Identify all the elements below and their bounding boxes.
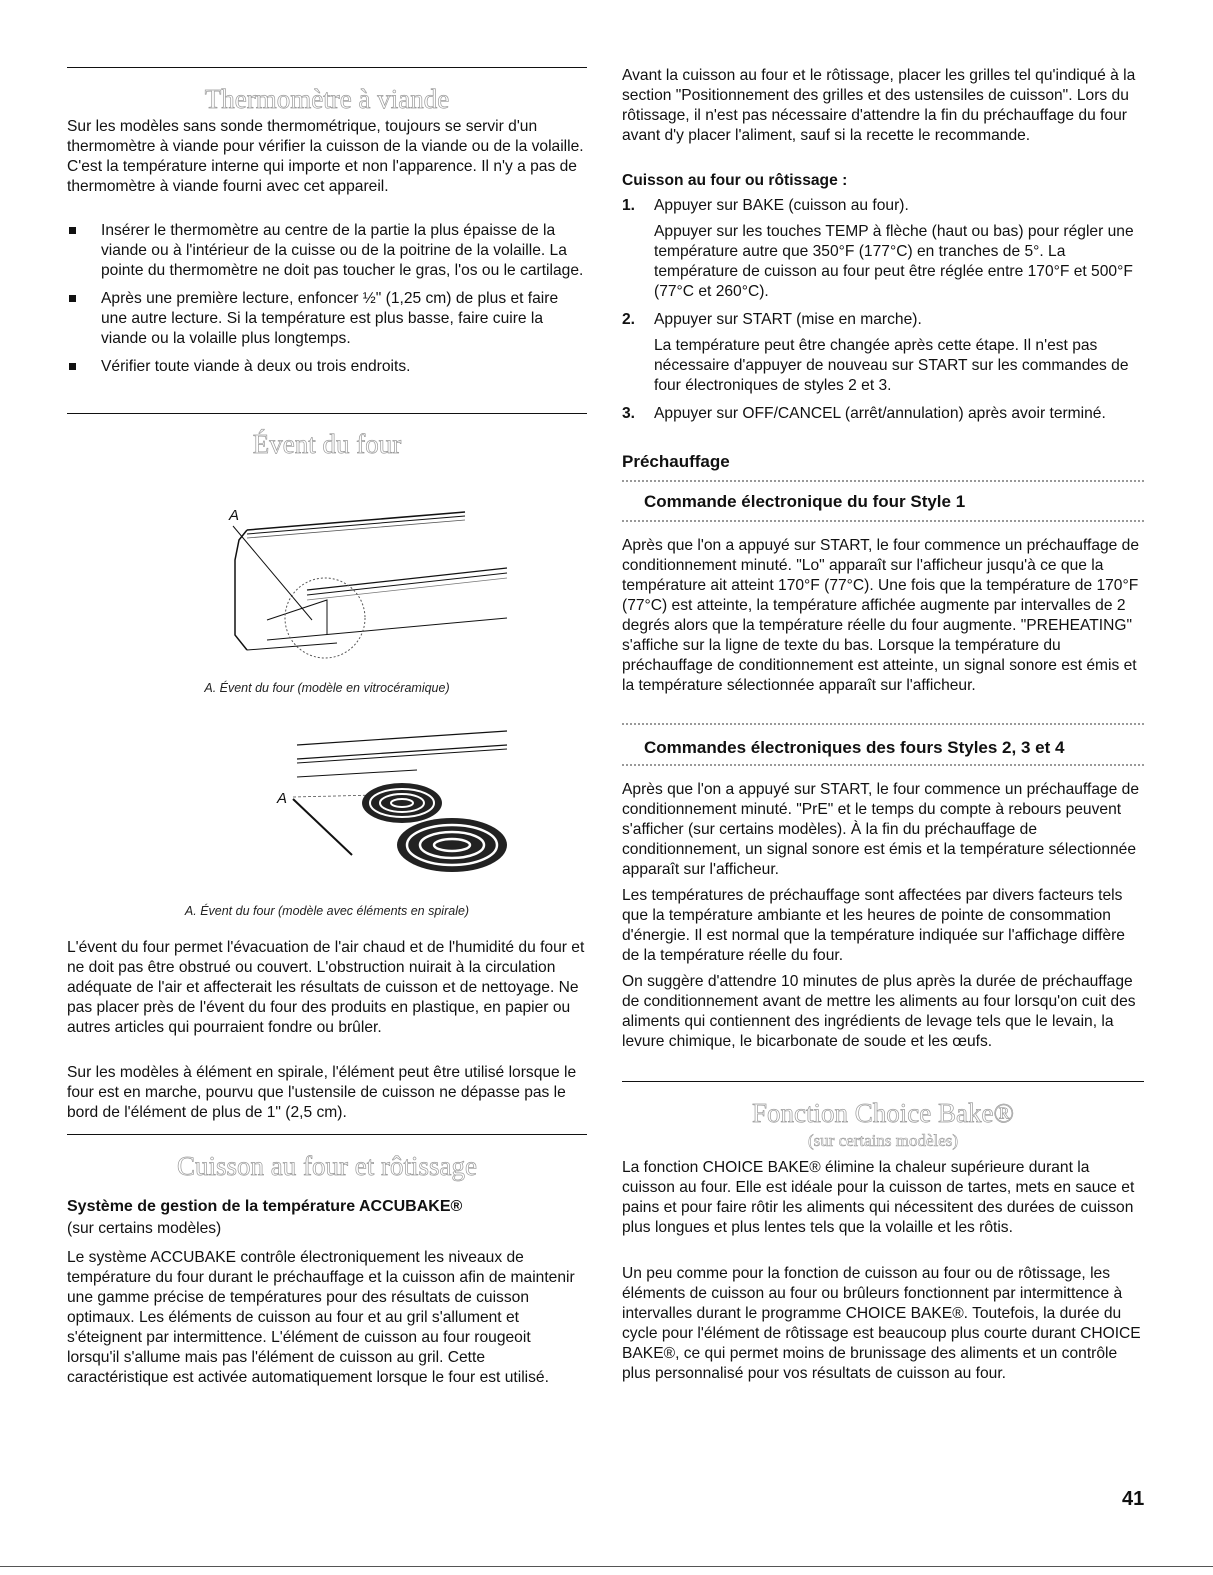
figure-label-a: A xyxy=(277,790,288,807)
prechauffage-heading: Préchauffage xyxy=(622,452,730,471)
list-item: Vérifier toute viande à deux ou trois endroits. xyxy=(67,357,587,377)
section-rule xyxy=(67,413,587,414)
section-title-choice-bake: Fonction Choice Bake® xyxy=(752,1098,1014,1128)
footer-rule xyxy=(0,1566,1213,1567)
step-detail: La température peut être changée après cette étape. Il n'est pas nécessaire d'appuyer de nouveau sur START sur les commandes de four électroniques de styles 2 et 3. xyxy=(654,337,1129,394)
steps-heading: Cuisson au four ou rôtissage : xyxy=(622,172,848,189)
event-para-1: L'évent du four permet l'évacuation de l'air chaud et de l'humidité du four et ne doit pas être obstrué ou couvert. L'obstruction nuirait à la circulation adéquate de l'air et affecterait les résultats de cuisson et de nettoyage. Ne pas placer près de l'évent du four des produits en plastique, en papier ou autres articles qui pourraient fondre ou brûler. xyxy=(67,939,585,1036)
step-number: 2. xyxy=(622,311,636,328)
figure-caption-2: A. Évent du four (modèle avec éléments en spirale) xyxy=(184,904,470,918)
list-item xyxy=(622,310,1144,396)
style234-para-2: Les températures de préchauffage sont affectées par divers facteurs tels que la température ambiante et les heures de pointe de consommation d'énergie. Il est normal que la température indiquée sur l'affichage diffère de la température réelle du four. xyxy=(622,887,1125,964)
step-number: 1. xyxy=(622,197,636,214)
style1-heading: Commande électronique du four Style 1 xyxy=(644,492,966,511)
section-rule xyxy=(67,67,587,68)
accubake-subheading: (sur certains modèles) xyxy=(67,1220,222,1237)
section-title-thermometre: Thermomètre à viande xyxy=(204,84,450,114)
section-rule xyxy=(622,1081,1144,1082)
list-item: Après une première lecture, enfoncer ½" (1,25 cm) de plus et faire une autre lecture. Si la température est plus basse, faire cuire la viande ou la volaille plus longtemps. xyxy=(67,289,587,349)
dotted-rule xyxy=(622,520,1144,522)
list-item xyxy=(622,196,1144,302)
figure-label-a: A xyxy=(229,507,240,524)
section-rule xyxy=(67,1134,587,1135)
style234-heading: Commandes électroniques des fours Styles 2, 3 et 4 xyxy=(644,738,1065,757)
thermo-bullets xyxy=(67,221,587,377)
list-item xyxy=(622,404,1144,424)
before-cooking-para: Avant la cuisson au four et le rôtissage, placer les grilles tel qu'indiqué à la section "Positionnement des grilles et des ustensiles de cuisson". Lors du rôtissage, il n'est pas nécessaire d'attendre la fin du préchauffage du four avant d'y placer l'aliment, sauf si la recette le recommande. xyxy=(622,67,1136,144)
style234-para-1: Après que l'on a appuyé sur START, le four commence un préchauffage de conditionnement minuté. "PrE" et le temps du compte à rebours peuvent s'afficher (sur certains modèles). À la fin du préchauffage de conditionnement, un signal sonore est émis et la température sélectionnée apparaît sur l'afficheur. xyxy=(622,781,1140,878)
event-para-2: Sur les modèles à élément en spirale, l'élément peut être utilisé lorsque le four est en marche, pourvu que l'ustensile de cuisson ne dépasse pas le bord de l'élément de plus de 1" (2,5 cm). xyxy=(67,1064,577,1121)
accubake-para: Le système ACCUBAKE contrôle électroniquement les niveaux de température du four durant le préchauffage et la cuisson afin de maintenir une gamme précise de températures pour des résultats de cuisson optimaux. Les éléments de cuisson au four et au gril s'allument et s'éteignent par intermittence. L'élément de cuisson au four rougeoit lorsqu'il s'allume mais pas l'élément de cuisson au gril. Cette caractéristique est activée automatiquement lorsque le four est utilisé. xyxy=(67,1249,575,1386)
step-text: Appuyer sur BAKE (cuisson au four). xyxy=(654,197,909,214)
section-title-cuisson: Cuisson au four et rôtissage xyxy=(177,1151,477,1181)
figure-caption-1: A. Évent du four (modèle en vitrocéramique) xyxy=(204,681,450,695)
figure-vent-ceramic xyxy=(207,500,527,670)
figure-vent-coil xyxy=(197,725,517,895)
style1-para: Après que l'on a appuyé sur START, le four commence un préchauffage de conditionnement minuté. "Lo" apparaît sur l'afficheur jusqu'à ce que la température ait atteint 170°F (77°C). Une fois que la température de 170°F (77°C) est atteinte, la température affichée augmente par intervalles de 2 degrés alors que la température réelle du four augmente. "PREHEATING" s'affiche sur la ligne de texte du bas. Lorsque la température du préchauffage de conditionnement est atteinte, un signal sonore est émis et la température sélectionnée apparaît sur l'afficheur. xyxy=(622,537,1140,694)
list-item: Insérer le thermomètre au centre de la partie la plus épaisse de la viande ou à l'intérieur de la cuisse ou de la poitrine de la volaille. La pointe du thermomètre ne doit pas toucher le gras, l'os ou le cartilage. xyxy=(67,221,587,281)
step-text: Appuyer sur OFF/CANCEL (arrêt/annulation) après avoir terminé. xyxy=(654,405,1106,422)
step-number: 3. xyxy=(622,405,636,422)
step-detail: Appuyer sur les touches TEMP à flèche (haut ou bas) pour régler une température autre que 350°F (177°C) en tranches de 5°. La température de cuisson au four peut être réglée entre 170°F et 500°F (77°C et 260°C). xyxy=(654,223,1134,300)
step-text: Appuyer sur START (mise en marche). xyxy=(654,311,922,328)
dotted-rule xyxy=(622,723,1144,725)
choice-para-1: La fonction CHOICE BAKE® élimine la chaleur supérieure durant la cuisson au four. Elle est idéale pour la cuisson de tartes, mets en sauce et pains et pour faire rôtir les aliments qui nécessitent des durées de cuisson plus longues et plus lentes tels que la volaille et les rôtis. xyxy=(622,1159,1135,1236)
dotted-rule xyxy=(622,764,1144,766)
style234-para-3: On suggère d'attendre 10 minutes de plus après la durée de préchauffage de conditionnement avant de mettre les aliments au four lorsqu'on cuit des aliments qui contiennent des ingrédients de levage tels que le levain, la levure chimique, le bicarbonate de soude et les œufs. xyxy=(622,973,1136,1050)
thermo-intro: Sur les modèles sans sonde thermométrique, toujours se servir d'un thermomètre à viande pour vérifier la cuisson de la viande ou de la volaille. C'est la température interne qui importe et non l'apparence. Il n'y a pas de thermomètre à viande fourni avec cet appareil. xyxy=(67,118,584,195)
choice-bake-subtitle: (sur certains modèles) xyxy=(807,1131,959,1150)
section-title-event: Évent du four xyxy=(252,429,402,459)
choice-para-2: Un peu comme pour la fonction de cuisson au four ou de rôtissage, les éléments de cuisson au four ou brûleurs fonctionnent par intermittence à intervalles durant le programme CHOICE BAKE®. Toutefois, la durée du cycle pour l'élément de rôtissage est beaucoup plus courte durant CHOICE BAKE®, ce qui permet moins de brunissage des aliments et un contrôle plus personnalisé pour vos résultats de cuisson au four. xyxy=(622,1265,1141,1382)
bake-steps xyxy=(622,196,1144,424)
accubake-heading: Système de gestion de la température ACCUBAKE® xyxy=(67,1198,463,1215)
page-number: 41 xyxy=(1122,1488,1145,1510)
dotted-rule xyxy=(622,480,1144,482)
